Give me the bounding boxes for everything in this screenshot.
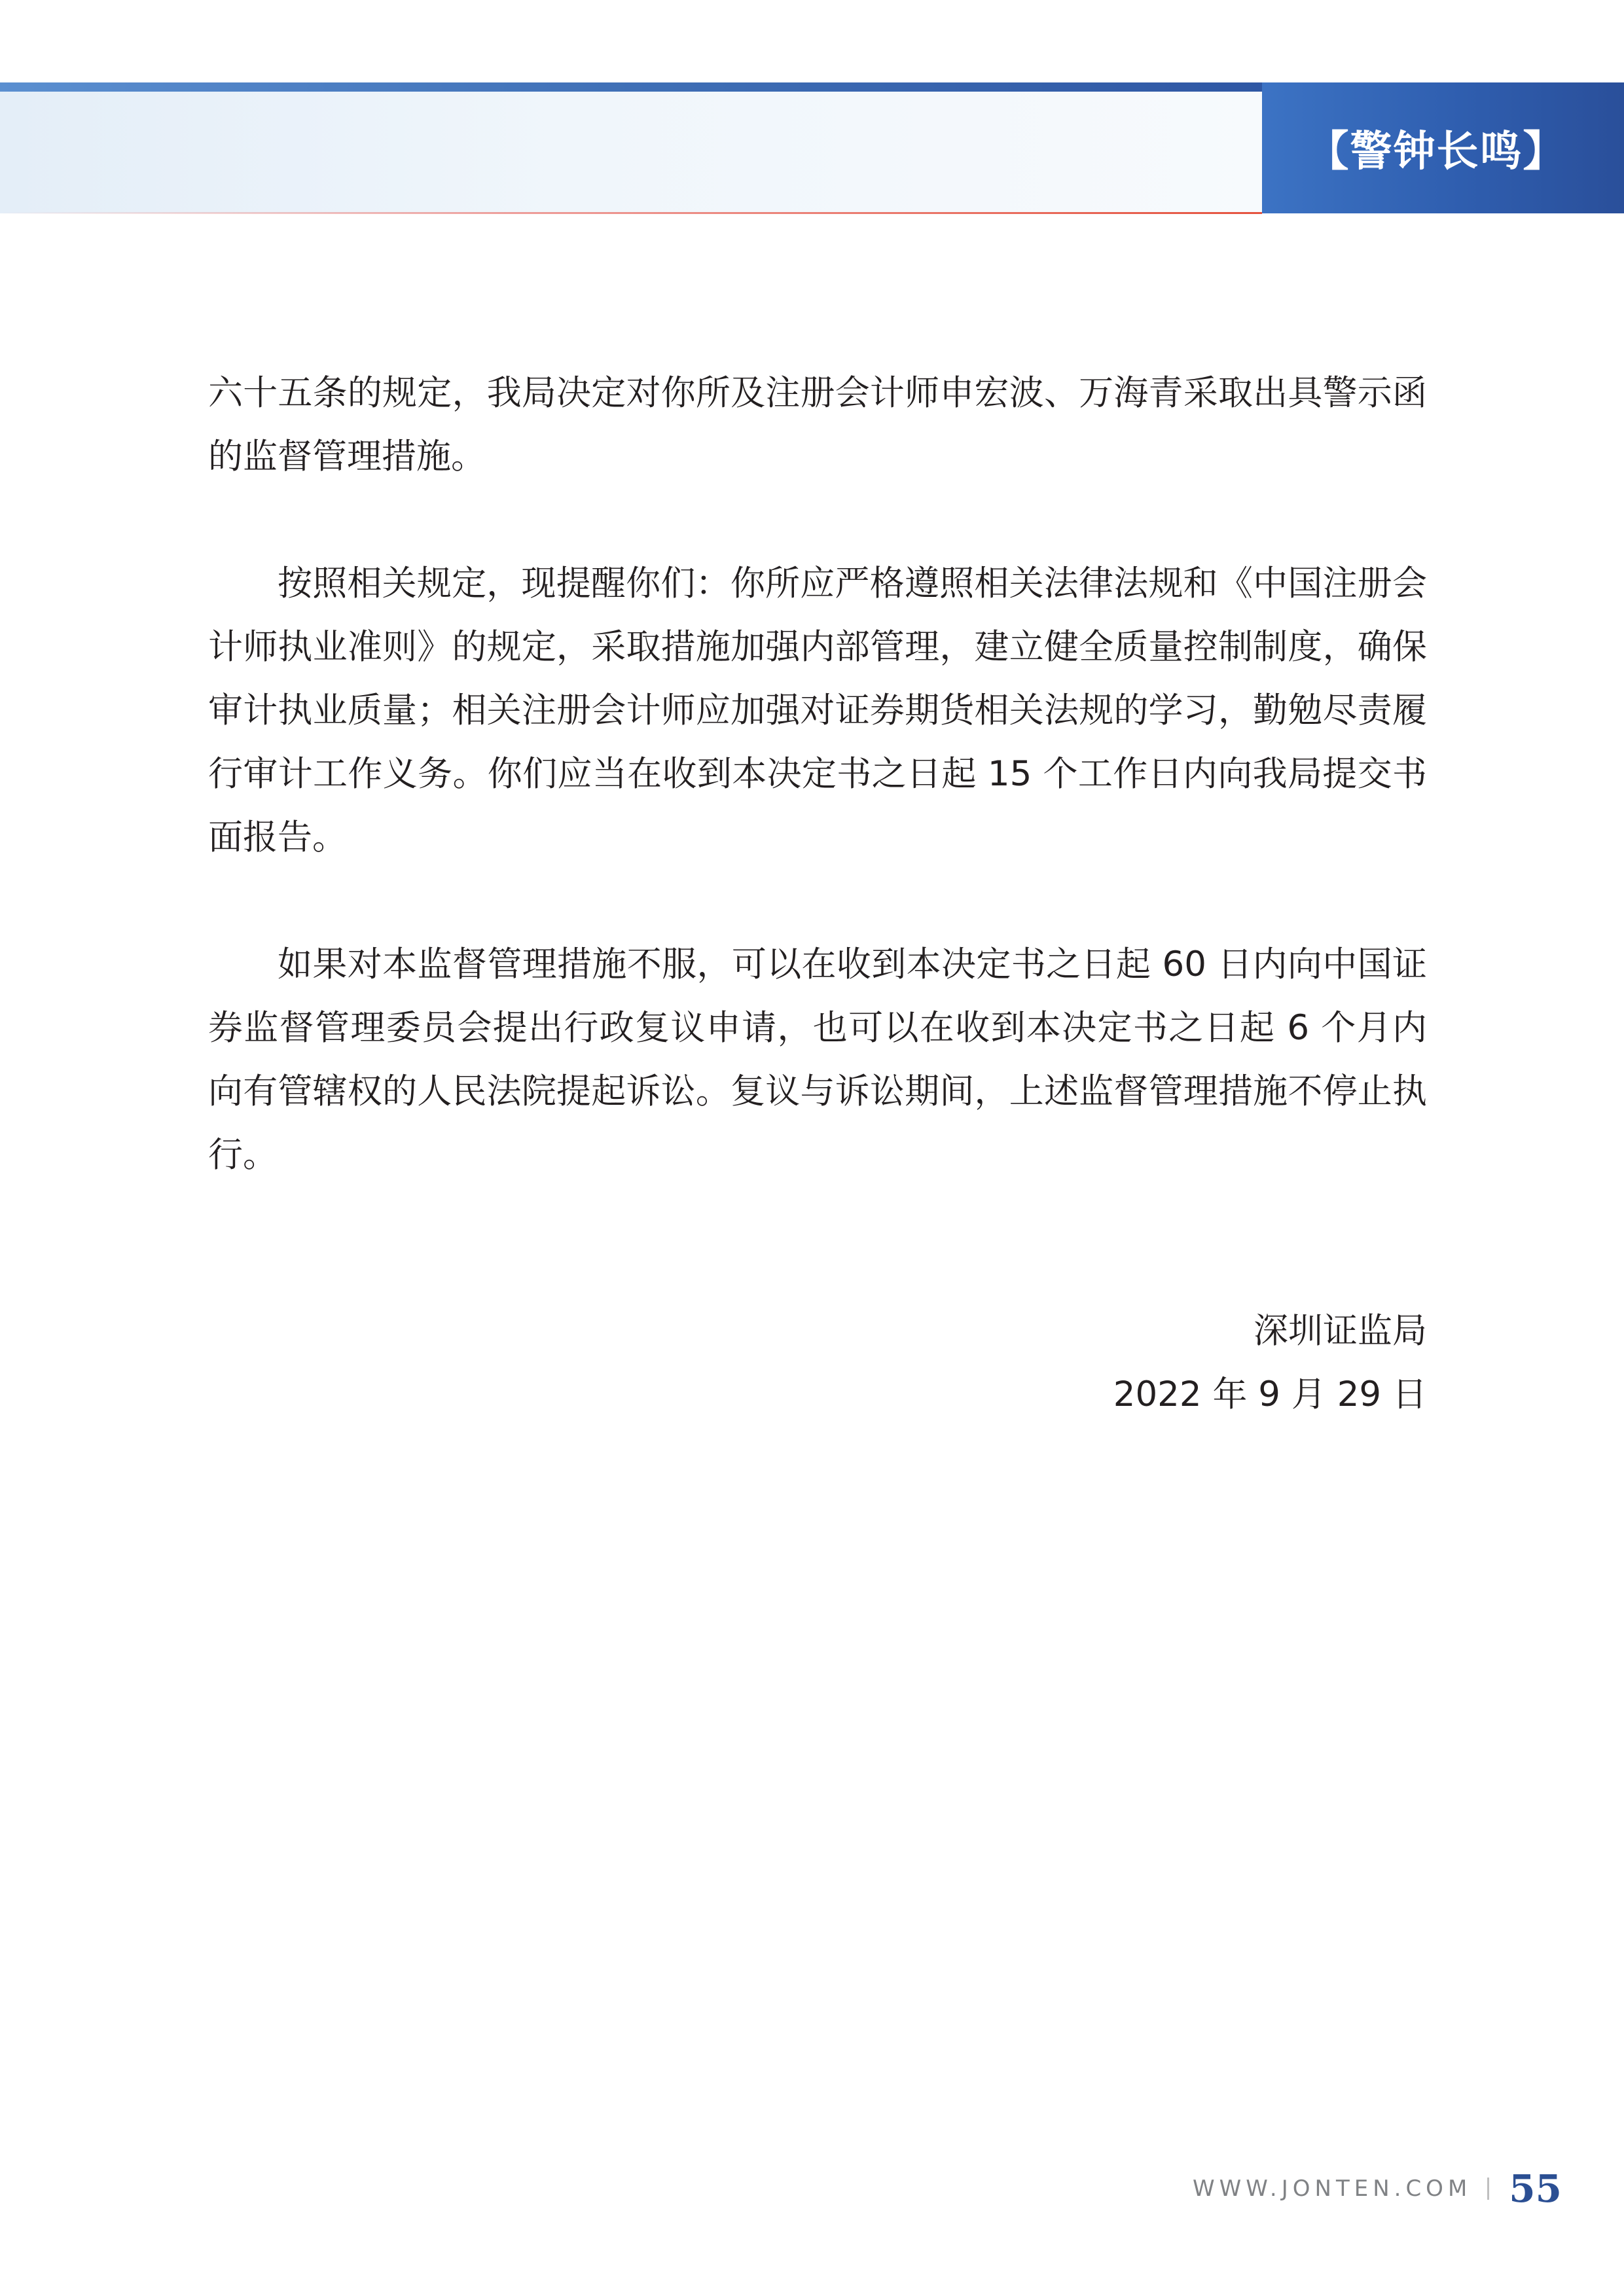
paragraph-continuation: 六十五条的规定，我局决定对你所及注册会计师申宏波、万海青采取出具警示函的监督管理措施。 xyxy=(208,373,1427,476)
header-top-rule xyxy=(0,82,1262,92)
section-tag: 【警钟长鸣】 xyxy=(1262,82,1624,213)
paragraph-reminder: 按照相关规定，现提醒你们：你所应严格遵照相关法律法规和《中国注册会计师执业准则》的规定，采取措施加强内部管理，建立健全质量控制制度，确保审计执业质量；相关注册会计师应加强对证券期货相关法规的学习，勤勉尽责履行审计工作义务。你们应当在收到本决定书之日起 15 个工作日内向我局提交书面报告。 xyxy=(208,564,1427,857)
paragraph-appeal: 如果对本监督管理措施不服，可以在收到本决定书之日起 60 日内向中国证券监督管理委员会提出行政复议申请，也可以在收到本决定书之日起 6 个月内向有管辖权的人民法院提起诉讼。复议与诉讼期间，上述监督管理措施不停止执行。 xyxy=(208,944,1427,1175)
page-number: 55 xyxy=(1509,2166,1562,2211)
signature-block xyxy=(1113,1299,1427,1426)
header-banner xyxy=(0,82,1262,213)
footer-divider xyxy=(1487,2178,1489,2200)
document-body xyxy=(208,361,1427,1187)
issue-date: 2022 年 9 月 29 日 xyxy=(1113,1374,1427,1414)
footer-website: WWW.JONTEN.COM xyxy=(1192,2176,1472,2202)
header-bottom-rule xyxy=(0,212,1262,214)
issuer-name: 深圳证监局 xyxy=(1254,1311,1427,1351)
page-footer xyxy=(1193,2162,1562,2215)
